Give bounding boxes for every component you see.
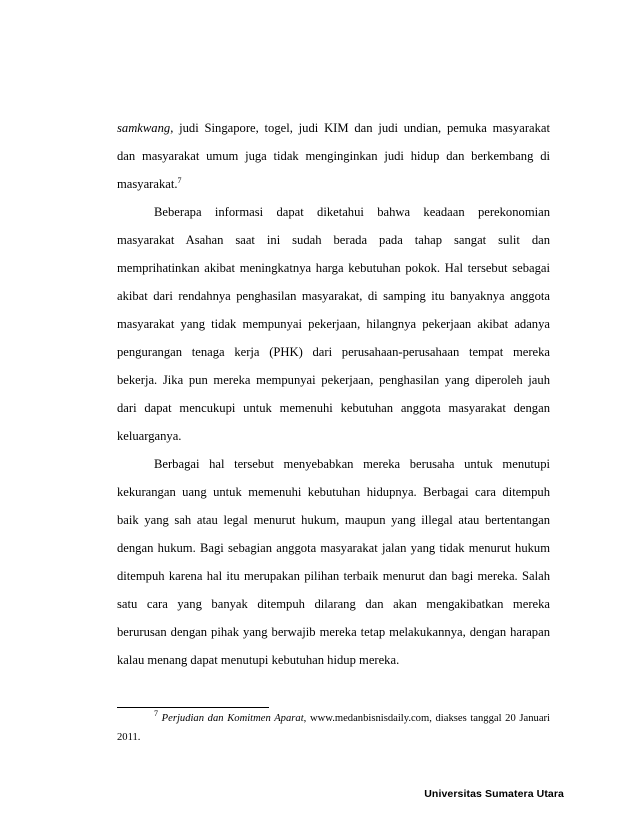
body-line: bekerja. Jika pun mereka mempunyai pekerjaan, penghasilan yang diperoleh jauh: [117, 373, 550, 387]
footnote-reference: 7: [177, 176, 182, 185]
footnote-number: 7: [154, 709, 158, 718]
italic-term: samkwang: [117, 121, 171, 135]
body-line: kalau menang dapat menutupi kebutuhan hidup mereka.: [117, 653, 400, 667]
body-line: dan masyarakat umum juga tidak menginginkan judi hidup dan berkembang di: [117, 149, 550, 163]
body-line: akibat dari rendahnya penghasilan masyarakat, di samping itu banyaknya anggota: [117, 289, 550, 303]
footnote-title: Perjudian dan Komitmen Aparat: [161, 713, 304, 724]
body-line: dengan hukum. Bagi sebagian anggota masyarakat jalan yang tidak menurut hukum: [117, 541, 550, 555]
body-line: berurusan dengan pihak yang berwajib mereka tetap melakukannya, dengan harapan: [117, 625, 550, 639]
footnote-continuation: 2011.: [117, 732, 141, 743]
body-line: pengurangan tenaga kerja (PHK) dari perusahaan-perusahaan tempat mereka: [117, 345, 550, 359]
body-line: Beberapa informasi dapat diketahui bahwa keadaan perekonomian: [154, 205, 550, 219]
body-line: dari dapat mencukupi untuk memenuhi kebutuhan anggota masyarakat dengan: [117, 401, 550, 415]
body-line: kekurangan uang untuk memenuhi kebutuhan hidupnya. Berbagai cara ditempuh: [117, 485, 550, 499]
footer-institution: Universitas Sumatera Utara: [424, 788, 564, 800]
footnote-separator: [117, 707, 269, 708]
body-line: masyarakat Asahan saat ini sudah berada pada tahap sangat sulit dan: [117, 233, 550, 247]
body-line: memprihatinkan akibat meningkatnya harga kebutuhan pokok. Hal tersebut sebagai: [117, 261, 550, 275]
body-line: Berbagai hal tersebut menyebabkan mereka berusaha untuk menutupi: [154, 457, 550, 471]
footnote: [117, 709, 550, 726]
footnote-source: , www.medanbisnisdaily.com, diakses tanggal 20 Januari: [303, 713, 550, 724]
body-line: samkwang, judi Singapore, togel, judi KIM dan judi undian, pemuka masyarakat: [117, 121, 550, 135]
body-line: masyarakat.$^7$: [117, 176, 182, 191]
body-line: satu cara yang banyak ditempuh dilarang dan akan mengakibatkan mereka: [117, 597, 550, 611]
body-line: masyarakat yang tidak mempunyai pekerjaan, hilangnya pekerjaan akibat adanya: [117, 317, 550, 331]
body-line: baik yang sah atau legal menurut hukum, maupun yang illegal atau bertentangan: [117, 513, 550, 527]
body-line: keluarganya.: [117, 429, 182, 443]
body-line: ditempuh karena hal itu merupakan pilihan terbaik menurut dan bagi mereka. Salah: [117, 569, 550, 583]
